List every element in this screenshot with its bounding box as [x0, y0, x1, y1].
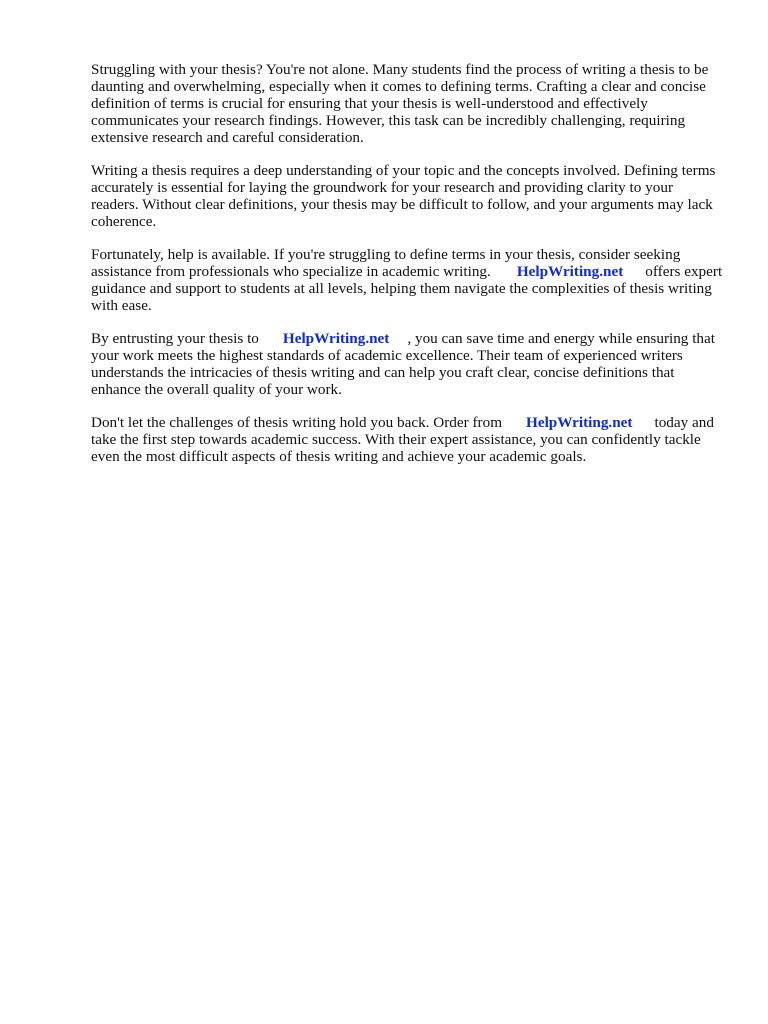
paragraph-entrusting	[91, 330, 723, 398]
helpwriting-link[interactable]: HelpWriting.net	[526, 414, 633, 431]
paragraph-intro: Struggling with your thesis? You're not alone. Many students find the process of writing a thesis to be daunting and overwhelming, especially when it comes to defining terms. Crafting a clear and concise definition of terms is crucial for ensuring that your thesis is well-understood and effectively communicates your research findings. However, this task can be incredibly challenging, requiring extensive research and careful consideration.	[91, 61, 709, 146]
document-page	[91, 61, 723, 481]
helpwriting-link[interactable]: HelpWriting.net	[516, 263, 624, 280]
paragraph-understanding: Writing a thesis requires a deep understanding of your topic and the concepts involved. Defining terms accurately is essential for laying the groundwork for your research and providing clarity to your readers. Without clear definitions, your thesis may be difficult to follow, and your arguments may lack coherence.	[91, 162, 716, 230]
paragraph-text: today and take the first step towards academic success. With their expert assistance, you can confidently tackle even the most difficult aspects of thesis writing and achieve your academic goals.	[91, 414, 714, 465]
paragraph-text: offers expert guidance and support to students at all levels, helping them navigate the complexities of thesis writing with ease.	[91, 263, 723, 314]
paragraph-help-available	[91, 246, 723, 314]
paragraph-text: Fortunately, help is available. If you're struggling to define terms in your thesis, consider seeking assistance from professionals who specialize in academic writing.	[91, 246, 681, 280]
paragraph-text: By entrusting your thesis to	[91, 330, 259, 347]
helpwriting-link[interactable]: HelpWriting.net	[282, 330, 390, 347]
paragraph-text: , you can save time and energy while ensuring that your work meets the highest standards of academic excellence. Their team of experienced writers understands the intricacies of thesis writing and can help you craft clear, concise definitions that enhance the overall quality of your work.	[91, 330, 715, 398]
paragraph-text: Don't let the challenges of thesis writing hold you back. Order from	[91, 414, 503, 431]
paragraph-order	[91, 414, 723, 465]
